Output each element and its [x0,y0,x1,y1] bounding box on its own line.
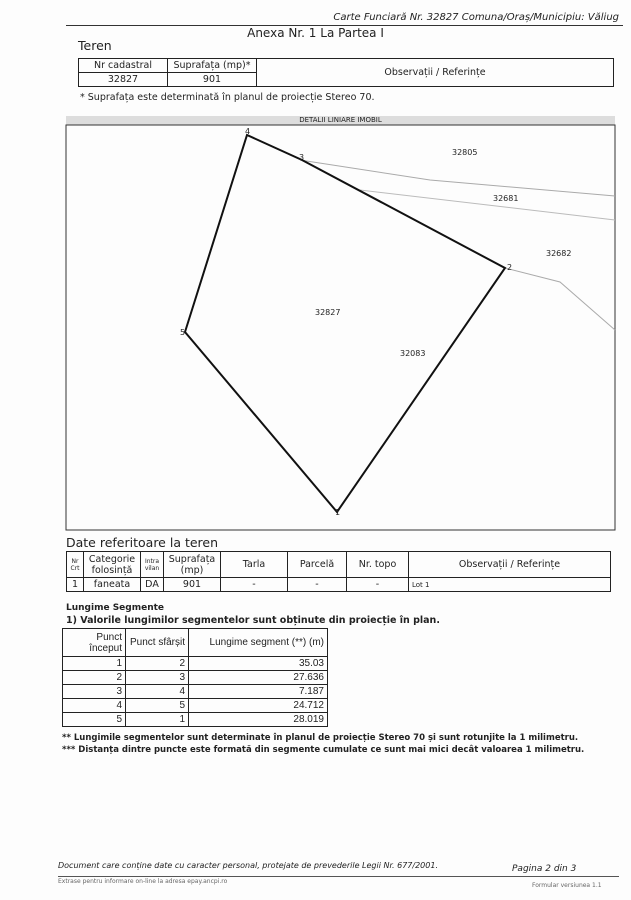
carte-funciara-header: Carte Funciară Nr. 32827 Comuna/Oraș/Municipiu: Văliug [333,12,619,23]
plan-frame [66,125,615,530]
col-header: Intra vilan [141,552,164,578]
segmente-table [62,628,328,727]
table-row: 5 1 28.019 [63,713,328,727]
col-header: Nr cadastral [79,59,168,73]
table-row: 1 2 35.03 [63,657,328,671]
cell: - [347,578,409,592]
date-teren-table [66,551,611,592]
segmente-note3: *** Distanța dintre puncte este formată din segmente cumulate ce sunt mai mici decât valoarea 1 milimetru. [62,745,585,755]
teren-note: * Suprafața este determinată în planul de proiecție Stereo 70. [80,92,375,103]
col-header: Nr. topo [347,552,409,578]
point-label: 3 [299,153,305,162]
cell: - [221,578,288,592]
cell: 901 [168,73,257,87]
form-version: Formular versiunea 1.1 [532,882,602,889]
cell: faneata [84,578,141,592]
page-number: Pagina 2 din 3 [512,864,577,874]
plan-title: DETALII LINIARE IMOBIL [66,116,615,125]
extract-note: Extrase pentru informare on-line la adresa epay.ancpi.ro [58,878,228,885]
table-row: 2 3 27.636 [63,671,328,685]
cell: DA [141,578,164,592]
col-header: Parcelă [288,552,347,578]
divider [58,876,619,877]
segmente-note2: ** Lungimile segmentelor sunt determinate în planul de proiecție Stereo 70 și sunt rotunjite la 1 milimetru. [62,733,579,743]
col-header: Punct început [63,629,126,657]
point-label: 5 [180,328,186,337]
col-header: Categorie folosință [84,552,141,578]
col-header: Suprafața (mp)* [168,59,257,73]
page-title: Anexa Nr. 1 La Partea I [247,26,384,40]
parcel-label: 32083 [400,349,426,358]
legal-footer: Document care conține date cu caracter personal, protejate de prevederile Legii Nr. 677/2001. [58,861,438,870]
date-teren-heading: Date referitoare la teren [66,535,219,550]
cell: - [288,578,347,592]
cell: 901 [164,578,221,592]
table-row: 3 4 7.187 [63,685,328,699]
segmente-heading: Lungime Segmente [66,603,165,613]
col-header: Tarla [221,552,288,578]
col-header: Observații / Referințe [257,59,614,87]
col-header: Lungime segment (**) (m) [189,629,328,657]
parcel-label: 32682 [546,249,572,258]
segmente-note1: 1) Valorile lungimilor segmentelor sunt obținute din proiecție în plan. [66,615,440,626]
point-label: 2 [507,263,513,272]
teren-heading: Teren [78,38,112,53]
cell: 1 [67,578,84,592]
col-header: Observații / Referințe [409,552,611,578]
table-row: 4 5 24.712 [63,699,328,713]
cell: Lot 1 [409,578,611,592]
point-label: 1 [335,508,341,517]
parcel-polygon [185,135,505,512]
parcel-label: 32681 [493,194,519,203]
point-label: 4 [245,127,251,136]
neighbor-boundary [300,160,615,196]
col-header: Suprafața (mp) [164,552,221,578]
neighbor-boundary [505,268,615,330]
neighbor-boundary [360,190,615,220]
col-header: Nr Crt [67,552,84,578]
parcel-label: 32805 [452,148,478,157]
col-header: Punct sfârșit [126,629,189,657]
cell: 32827 [79,73,168,87]
parcel-label: 32827 [315,308,341,317]
